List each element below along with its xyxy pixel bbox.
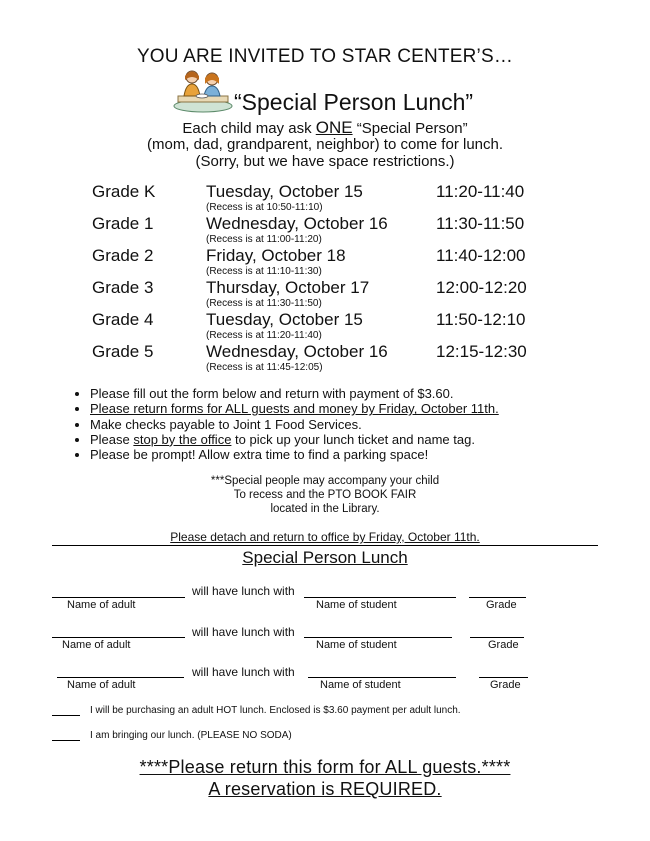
- schedule-date: Wednesday, October 16: [206, 342, 388, 361]
- grade-field[interactable]: [469, 597, 526, 598]
- special-note-line-2: To recess and the PTO BOOK FAIR: [233, 489, 417, 501]
- special-note-line-3: located in the Library.: [270, 503, 380, 515]
- detach-text: Please detach and return to office by Friday, October 11th.: [170, 530, 480, 544]
- schedule-time: 12:00-12:20: [436, 278, 527, 297]
- instruction-item: • Please fill out the form below and return with payment of $3.60.: [90, 386, 610, 401]
- name-of-student-label: Name of student: [316, 639, 397, 651]
- grade-label: Grade: [490, 679, 521, 691]
- intro-post: “Special Person”: [352, 120, 468, 137]
- schedule-recess: (Recess is at 11:30-11:50): [206, 298, 322, 309]
- instruction-pre: Please: [90, 431, 134, 447]
- name-of-adult-label: Name of adult: [67, 599, 136, 611]
- footer-line-1: ****Please return this form for ALL guests.****: [139, 757, 511, 777]
- people-eating-lunch-icon: [172, 66, 234, 114]
- student-name-field[interactable]: [308, 677, 456, 678]
- schedule-time: 11:20-11:40: [436, 182, 525, 201]
- instructions-list: [70, 386, 610, 462]
- name-of-student-label: Name of student: [316, 599, 397, 611]
- name-of-adult-label: Name of adult: [67, 679, 136, 691]
- schedule-time: 11:40-12:00: [436, 246, 526, 265]
- instruction-item: [90, 432, 610, 447]
- name-of-adult-label: Name of adult: [62, 639, 131, 651]
- schedule-recess: (Recess is at 11:10-11:30): [206, 266, 322, 277]
- schedule-recess: (Recess is at 11:20-11:40): [206, 330, 322, 341]
- name-of-student-label: Name of student: [320, 679, 401, 691]
- student-name-field[interactable]: [304, 637, 452, 638]
- detach-instruction: [0, 530, 650, 544]
- will-have-lunch-with-text: will have lunch with: [192, 665, 295, 679]
- schedule-time: 11:50-12:10: [436, 310, 526, 329]
- adult-name-field[interactable]: [57, 677, 184, 678]
- bring-lunch-checkbox-line[interactable]: [52, 740, 80, 741]
- schedule-recess: (Recess is at 10:50-11:10): [206, 202, 323, 213]
- schedule-date: Tuesday, October 15: [206, 182, 363, 201]
- return-deadline-text: Please return forms for ALL guests and money by Friday, October 11th.: [90, 401, 499, 417]
- adult-name-field[interactable]: [52, 597, 185, 598]
- grade-field[interactable]: [479, 677, 528, 678]
- schedule-date: Thursday, October 17: [206, 278, 370, 297]
- intro-line-2: (mom, dad, grandparent, neighbor) to come for lunch.: [146, 136, 504, 153]
- office-link-text: stop by the office: [133, 431, 232, 447]
- footer-line-2: A reservation is REQUIRED.: [208, 779, 442, 799]
- bring-lunch-option-text: I am bringing our lunch. (PLEASE NO SODA): [90, 730, 292, 741]
- schedule-time: 11:30-11:50: [436, 214, 525, 233]
- schedule-grade: Grade 5: [92, 342, 154, 361]
- grade-field[interactable]: [470, 637, 524, 638]
- intro-line-3: (Sorry, but we have space restrictions.): [195, 153, 455, 170]
- student-name-field[interactable]: [304, 597, 456, 598]
- schedule-grade: Grade 1: [92, 214, 154, 233]
- schedule-date: Wednesday, October 16: [206, 214, 388, 233]
- instruction-item: • Please be prompt! Allow extra time to find a parking space!: [90, 447, 610, 462]
- schedule-recess: (Recess is at 11:45-12:05): [206, 362, 323, 373]
- intro-emphasis-one: ONE: [315, 118, 353, 137]
- schedule-recess: (Recess is at 11:00-11:20): [206, 234, 322, 245]
- special-note-line-1: ***Special people may accompany your child: [210, 475, 440, 487]
- adult-name-field[interactable]: [52, 637, 185, 638]
- will-have-lunch-with-text: will have lunch with: [192, 625, 295, 639]
- schedule-grade: Grade 3: [92, 278, 154, 297]
- grade-label: Grade: [488, 639, 519, 651]
- schedule-grade: Grade 2: [92, 246, 154, 265]
- instruction-item: • Make checks payable to Joint 1 Food Services.: [90, 417, 610, 432]
- schedule-time: 12:15-12:30: [436, 342, 527, 361]
- invitation-title: YOU ARE INVITED TO STAR CENTER’S…: [136, 46, 514, 67]
- hot-lunch-option-text: I will be purchasing an adult HOT lunch. Enclosed is $3.60 payment per adult lunch.: [90, 705, 461, 716]
- form-title-text: Special Person Lunch: [242, 548, 408, 567]
- grade-label: Grade: [486, 599, 517, 611]
- hot-lunch-checkbox-line[interactable]: [52, 715, 80, 716]
- intro-line-1: [0, 118, 650, 138]
- form-title: [0, 548, 650, 568]
- footer-reservation-required: [0, 779, 650, 800]
- schedule-date: Friday, October 18: [206, 246, 346, 265]
- schedule-grade: Grade K: [92, 182, 156, 201]
- event-subtitle: “Special Person Lunch”: [234, 89, 474, 115]
- intro-pre: Each child may ask: [182, 120, 316, 137]
- instruction-item: [90, 401, 610, 416]
- instruction-post: to pick up your lunch ticket and name tag.: [231, 431, 475, 447]
- will-have-lunch-with-text: will have lunch with: [192, 584, 295, 598]
- footer-return-reminder: [0, 757, 650, 778]
- detach-divider: [52, 545, 598, 546]
- schedule-date: Tuesday, October 15: [206, 310, 363, 329]
- schedule-grade: Grade 4: [92, 310, 154, 329]
